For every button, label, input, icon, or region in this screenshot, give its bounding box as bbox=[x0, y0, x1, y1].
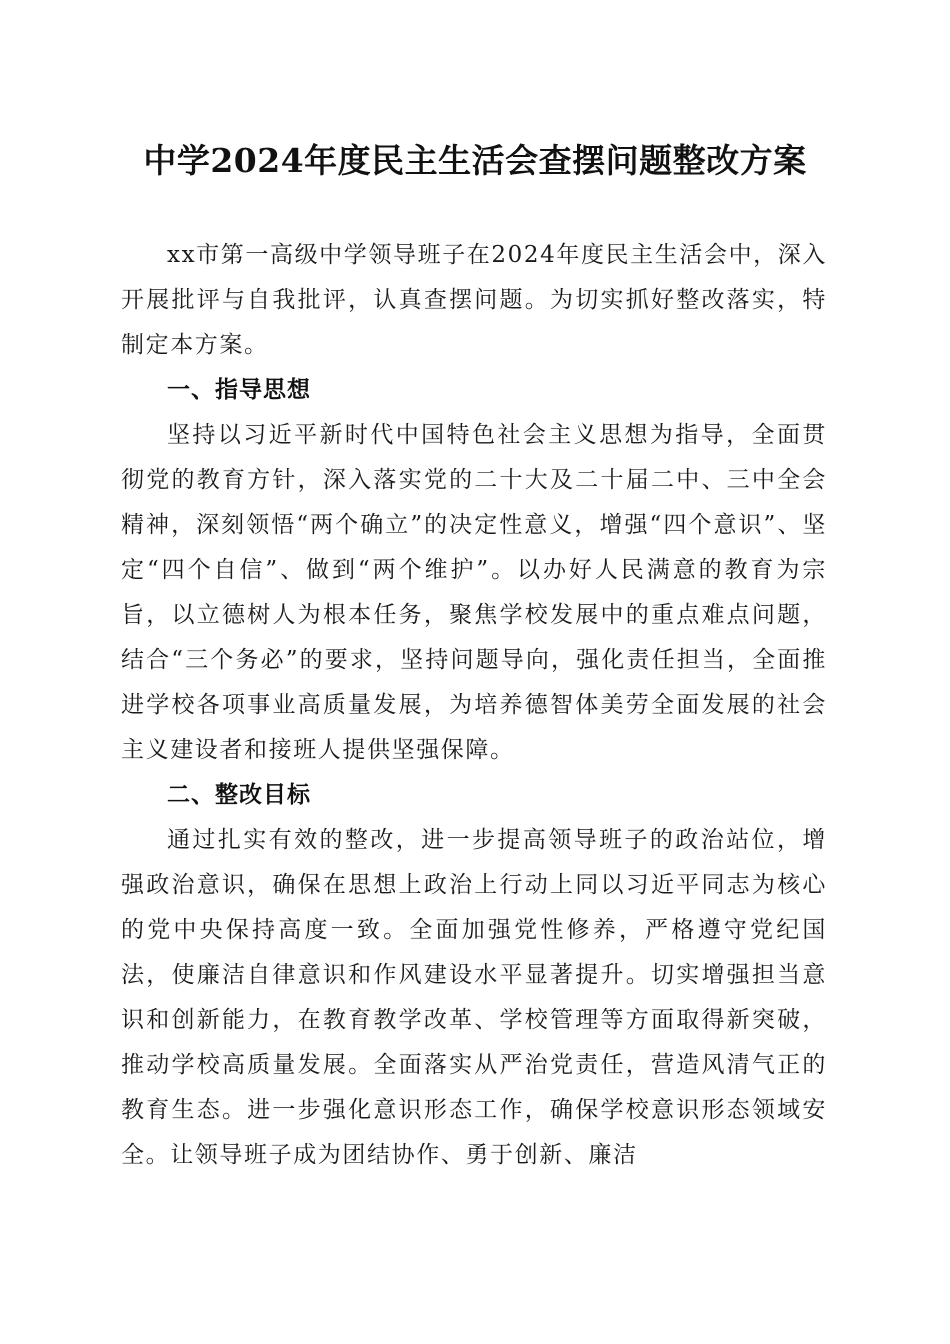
intro-paragraph: xx市第一高级中学领导班子在2024年度民主生活会中，深入开展批评与自我批评，认真查摆问题。为切实抓好整改落实，特制定本方案。 bbox=[121, 242, 827, 358]
section-heading-rectification-goals: 二、整改目标 bbox=[167, 782, 311, 808]
section-paragraph-guiding-ideology: 坚持以习近平新时代中国特色社会主义思想为指导，全面贯彻党的教育方针，深入落实党的二十大及二十届二中、三中全会精神，深刻领悟“两个确立”的决定性意义，增强“四个意识”、坚定“四个自信”、做到“两个维护”。以办好人民满意的教育为宗旨，以立德树人为根本任务，聚焦学校发展中的重点难点问题，结合“三个务必”的要求，坚持问题导向，强化责任担当，全面推进学校各项事业高质量发展，为培养德智体美劳全面发展的社会主义建设者和接班人提供坚强保障。 bbox=[121, 422, 827, 763]
section-paragraph-rectification-goals: 通过扎实有效的整改，进一步提高领导班子的政治站位，增强政治意识，确保在思想上政治上行动上同以习近平同志为核心的党中央保持高度一致。全面加强党性修养，严格遵守党纪国法，使廉洁自律意识和作风建设水平显著提升。切实增强担当意识和创新能力，在教育教学改革、学校管理等方面取得新突破，推动学校高质量发展。全面落实从严治党责任，营造风清气正的教育生态。进一步强化意识形态工作，确保学校意识形态领域安全。让领导班子成为团结协作、勇于创新、廉洁 bbox=[121, 827, 827, 1168]
section-heading-guiding-ideology: 一、指导思想 bbox=[167, 377, 311, 403]
document-body bbox=[121, 233, 827, 1178]
document-title: 中学2024年度民主生活会查摆问题整改方案 bbox=[143, 141, 807, 180]
